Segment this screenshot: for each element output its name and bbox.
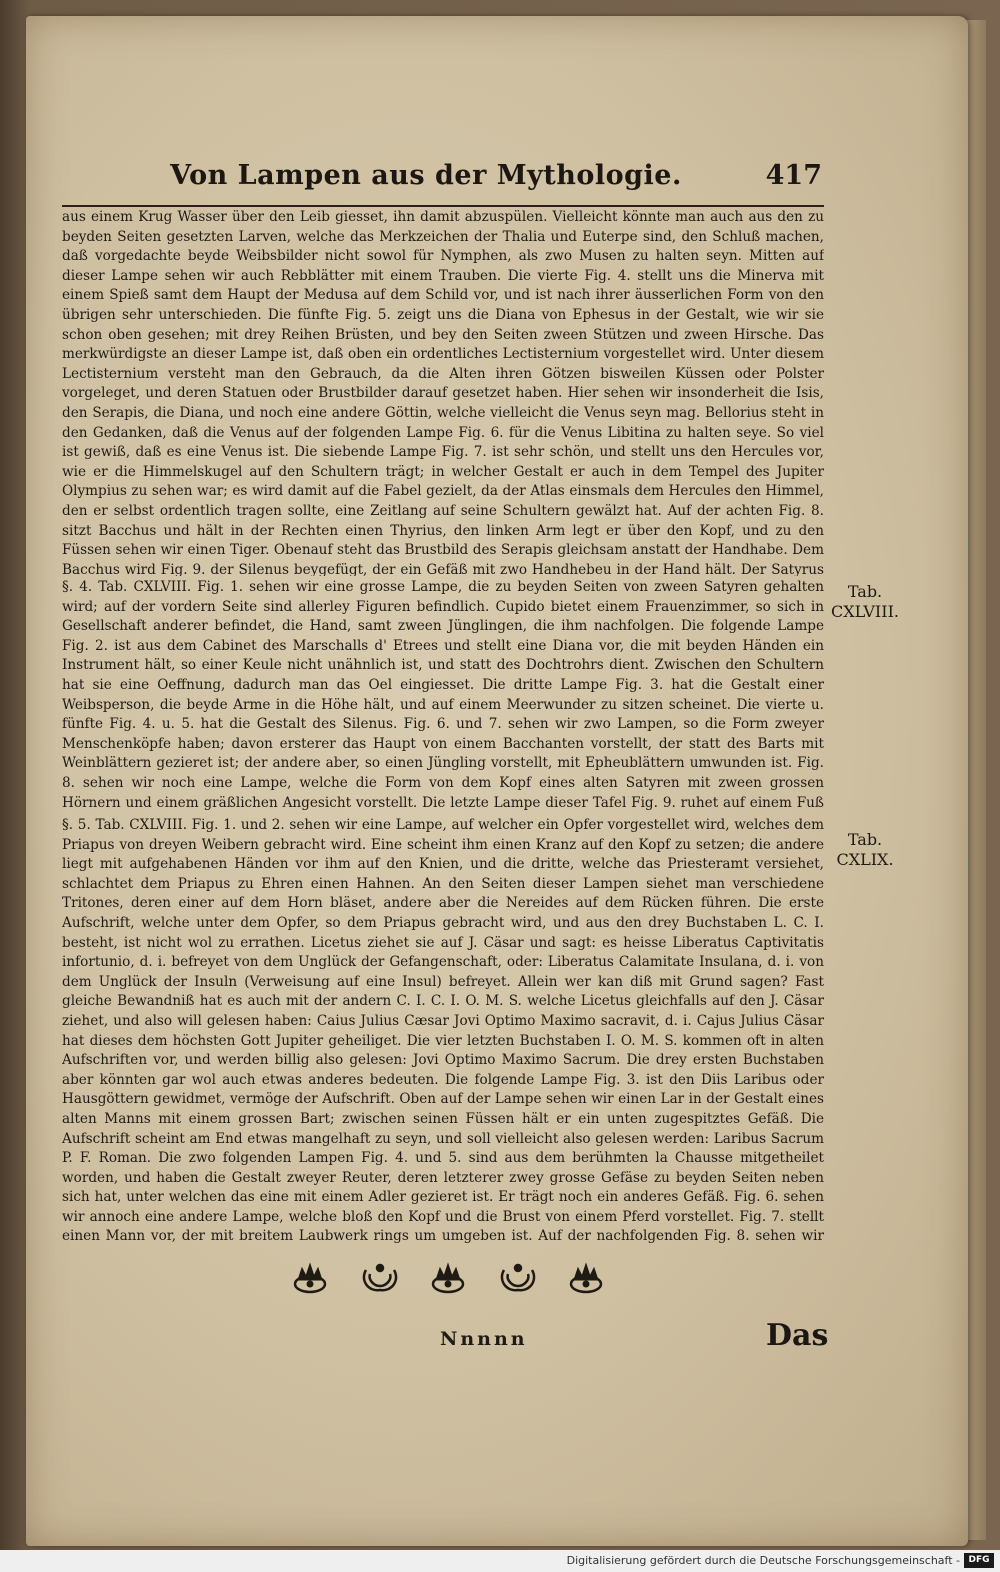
crown-ornament-icon (571, 1264, 601, 1292)
margin-note-number: CXLVIII. (831, 602, 899, 621)
credit-text: Digitalisierung gefördert durch die Deutsche Forschungsgemeinschaft - (566, 1554, 960, 1567)
crown-ornament-icon (433, 1264, 463, 1292)
paragraph-1: aus einem Krug Wasser über den Leib giesset, ihn damit abzuspülen. Vielleicht könnte man auch aus den zu beyden Seiten gesetzten Larven, welche das Merkzeichen der Thalia und Euterpe sind, den Schluß machen, daß vorgedachte beyde Weibsbilder nicht sowol für Nymphen, als zwo Musen zu halten seyn. Mitten auf dieser Lampe sehen wir auch Rebblätter mit einem Trauben. Die vierte Fig. 4. stellt uns die Minerva mit einem Spieß samt dem Haupt der Medusa auf dem Schild vor, und ist nach ihrer äusserlichen Form von den übrigen sehr unterschieden. Die fünfte Fig. 5. zeigt uns die Diana von Ephesus in der Gestalt, wie wir sie schon oben gesehen; mit drey Reihen Brüsten, und bey den Seiten zween Stützen und zween Hirsche. Das merkwürdigste an dieser Lampe ist, daß oben ein ordentliches Lectisternium vorgestellet wird. Unter diesem Lectisternium versteht man den Gebrauch, da die Alten ihren Götzen bisweilen Küssen oder Polster vorgeleget, und deren Statuen oder Brustbilder darauf gesetzet haben. Hier sehen wir insonderheit die Isis, den Serapis, die Diana, und noch eine andere Göttin, welche vielleicht die Venus seyn mag. Bellorius steht in den Gedanken, daß die Venus auf der folgenden Lampe Fig. 6. für die Venus Libitina zu halten seye. So viel ist gewiß, daß es eine Venus ist. Die siebende Lampe Fig. 7. ist sehr schön, und stellt uns den Hercules vor, wie er die Himmelskugel auf den Schultern trägt; in welcher Gestalt er auch in dem Tempel des Jupiter Olympius zu sehen war; es wird damit auf die Fabel gezielt, da der Atlas einsmals dem Hercules den Himmel, den er selbst ordentlich tragen sollte, eine Zeitlang auf seine Schultern gewälzt hat. Auf der achten Fig. 8. sitzt Bacchus und hält in der Rechten einen Thyrius, den linken Arm legt er über den Kopf, und zu den Füssen sehen wir einen Tiger. Obenauf steht das Brustbild des Serapis gleichsam anstatt der Handhabe. Dem Bacchus wird Fig. 9. der Silenus beygefügt, der ein Gefäß mit zwo Handhebeu in der Hand hält. Der Satyrus (62, 209, 824, 576)
catchword: Das (766, 1318, 829, 1353)
margin-note-tab-149 (830, 830, 900, 870)
wreath-ornament-icon (502, 1265, 534, 1290)
dfg-logo-icon: DFG (964, 1553, 994, 1568)
crown-ornament-icon (295, 1264, 325, 1292)
margin-note-label: Tab. (847, 830, 883, 849)
paragraph-2: §. 4. Tab. CXLVIII. Fig. 1. sehen wir eine grosse Lampe, die zu beyden Seiten von zween Satyren gehalten wird; auf der vordern Seite sind allerley Figuren befindlich. Cupido bietet einem Frauenzimmer, so sich in Gesellschaft anderer befindet, die Hand, samt zween Jünglingen, die ihm nachfolgen. Die folgende Lampe Fig. 2. ist aus dem Cabinet des Marschalls d' Etrees und stellt eine Diana vor, die mit beyden Händen ein Instrument hält, so einer Keule nicht unähnlich ist, und statt des Dochtrohrs dient. Zwischen den Schultern hat sie eine Oeffnung, dadurch man das Oel eingiesset. Die dritte Lampe Fig. 3. hat die Gestalt einer Weibsperson, die beyde Arme in die Höhe hält, und auf einem Meerwunder zu sitzen scheinet. Die vierte u. fünfte Fig. 4. u. 5. hat die Gestalt des Silenus. Fig. 6. und 7. sehen wir zwo Lampen, so die Form zweyer Menschenköpfe haben; davon ersterer das Haupt von einem Bacchanten vorstellt, der statt des Barts mit Weinblättern gezieret ist; der andere aber, so einen Jüngling vorstellt, mit Epheublättern umwunden ist. Fig. 8. sehen wir noch eine Lampe, welche die Form von dem Kopf eines alten Satyren mit zween grossen Hörnern und einem gräßlichen Angesicht vorstellt. Die letzte Lampe dieser Tafel Fig. 9. ruhet auf einem Fuß (62, 579, 824, 811)
paragraph-3: §. 5. Tab. CXLVIII. Fig. 1. und 2. sehen wir eine Lampe, auf welcher ein Opfer vorgestellet wird, welches dem Priapus von dreyen Weibern gebracht wird. Eine scheint ihm einen Kranz auf den Kopf zu setzen; die andere liegt mit aufgehabenen Händen vor ihm auf den Knien, und die dritte, welche das Priesteramt versiehet, schlachtet dem Priapus zu Ehren einen Hahnen. An den Seiten dieser Lampen siehet man verschiedene Tritones, deren einer auf dem Horn bläset, andere aber die Nereides auf dem Rücken führen. Die erste Aufschrift, welche unter dem Opfer, so dem Priapus gebracht wird, und aus den drey Buchstaben L. C. I. besteht, ist nicht wol zu errathen. Licetus ziehet sie auf J. Cäsar und sagt: es heisse Liberatus Captivitatis infortunio, d. i. befreyet von dem Unglück der Gefangenschaft, oder: Liberatus Calamitate Insulana, d. i. von dem Unglück der Insuln (Verweisung auf eine Insul) befreyet. Allein wer kan diß mit Grund sagen? Fast gleiche Bewandniß hat es auch mit der andern C. I. C. I. O. M. S. welche Licetus gleichfalls auf den J. Cäsar ziehet, und also will gelesen haben: Caius Julius Cæsar Jovi Optimo Maximo sacravit, d. i. Cajus Julius Cäsar hat dieses dem höchsten Gott Jupiter geheiliget. Die vier letzten Buchstaben I. O. M. S. kommen oft in alten Aufschriften vor, und werden billig also gelesen: Jovi Optimo Maximo Sacrum. Die drey ersten Buchstaben aber könnten gar wol auch etwas anderes bedeuten. Die folgende Lampe Fig. 3. ist den Diis Laribus oder Hausgöttern gewidmet, vermöge der Aufschrift. Oben auf der Lampe sehen wir einen Lar in der Gestalt eines alten Manns mit einem grossen Bart; zwischen seinen Füssen hält er ein unten zugespitztes Gefäß. Die Aufschrift scheint am End etwas mangelhaft zu seyn, und soll vielleicht also gelesen werden: Laribus Sacrum P. F. Roman. Die zwo folgenden Lampen Fig. 4. und 5. sind aus dem berühmten la Chausse mitgetheilet worden, und haben die Gestalt zweyer Reuter, deren letzterer zwey grosse Gefäse zu beyden Seiten neben sich hat, unter welchen das eine mit einem Adler gezieret ist. Er trägt noch ein anderes Gefäß. Fig. 6. sehen wir annoch eine andere Lampe, welche bloß den Kopf und die Brust von einem Pferd vorstellet. Fig. 7. stellt einen Mann vor, der mit breitem Laubwerk rings um umgeben ist. Auf der nachfolgenden Fig. 8. sehen wir (62, 817, 824, 1245)
page-header (90, 160, 822, 204)
page-number: 417 (765, 160, 822, 191)
printers-ornament (292, 1258, 628, 1294)
margin-note-tab-148 (830, 582, 900, 622)
digitization-credit-bar (0, 1550, 1000, 1572)
margin-note-label: Tab. (847, 582, 883, 601)
header-rule (62, 205, 824, 207)
wreath-ornament-icon (364, 1265, 396, 1290)
signature-mark: Nnnnn (440, 1328, 528, 1350)
margin-note-number: CXLIX. (836, 850, 894, 869)
running-title: Von Lampen aus der Mythologie. (170, 160, 682, 191)
